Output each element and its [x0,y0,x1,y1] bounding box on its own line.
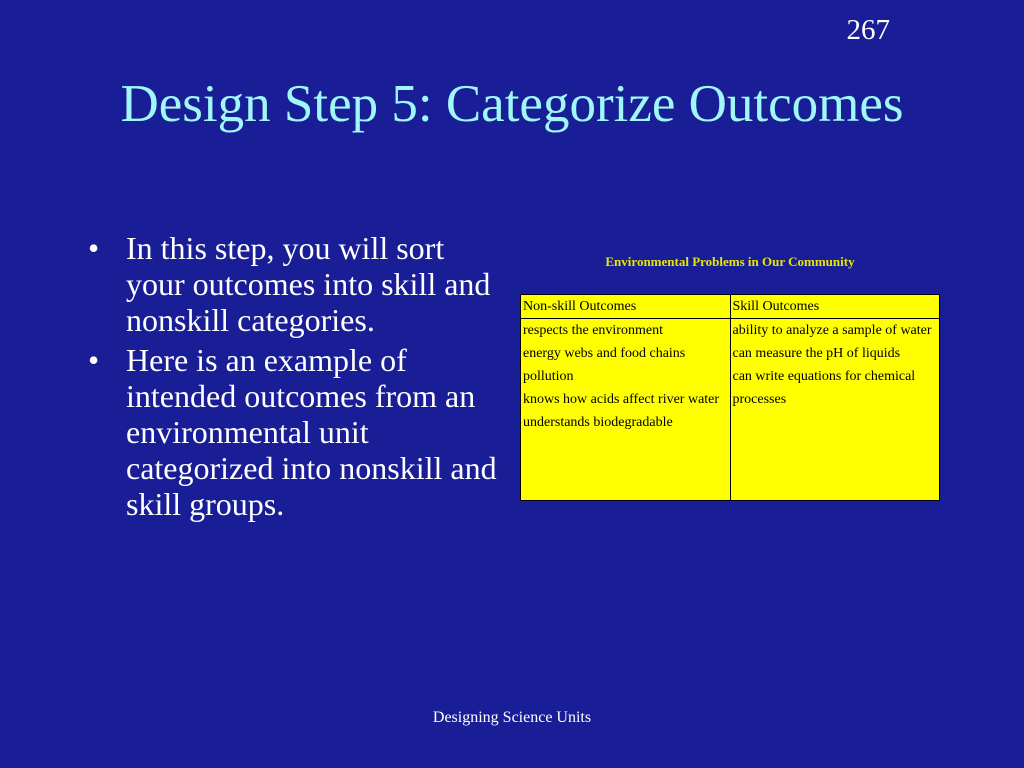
footer-text: Designing Science Units [432,709,592,726]
table-row [521,319,940,501]
list-item: understands biodegradable [523,415,673,430]
list-item: can measure the pH of liquids [732,346,901,361]
slide-title: Design Step 5: Categorize Outcomes [120,75,904,133]
bullet-list [88,230,508,526]
slide-number: 267 [846,14,890,46]
bullet-item [88,342,508,522]
list-item: energy webs and food chains [523,346,686,361]
bullet-item [88,230,508,338]
table-caption: Environmental Problems in Our Community [605,254,855,269]
skill-header: Skill Outcomes [730,295,940,319]
outcomes-table [520,294,940,501]
bullet-dot: • [88,342,100,378]
list-item: pollution [523,369,574,384]
list-item: respects the environment [523,323,663,338]
skill-cell [730,319,940,501]
bullet-dot: • [88,230,100,266]
table-header-row [521,295,940,319]
list-item: knows how acids affect river water [523,392,720,407]
list-item: can write equations for chemical processes [732,369,916,407]
bullet-text: In this step, you will sort your outcomes into skill and nonskill categories. [126,230,491,338]
bullet-text: Here is an example of intended outcomes from an environmental unit categorized into nonskill and skill groups. [126,342,497,522]
non-skill-cell [521,319,731,501]
list-item: ability to analyze a sample of water [732,323,932,338]
non-skill-header: Non-skill Outcomes [521,295,731,319]
